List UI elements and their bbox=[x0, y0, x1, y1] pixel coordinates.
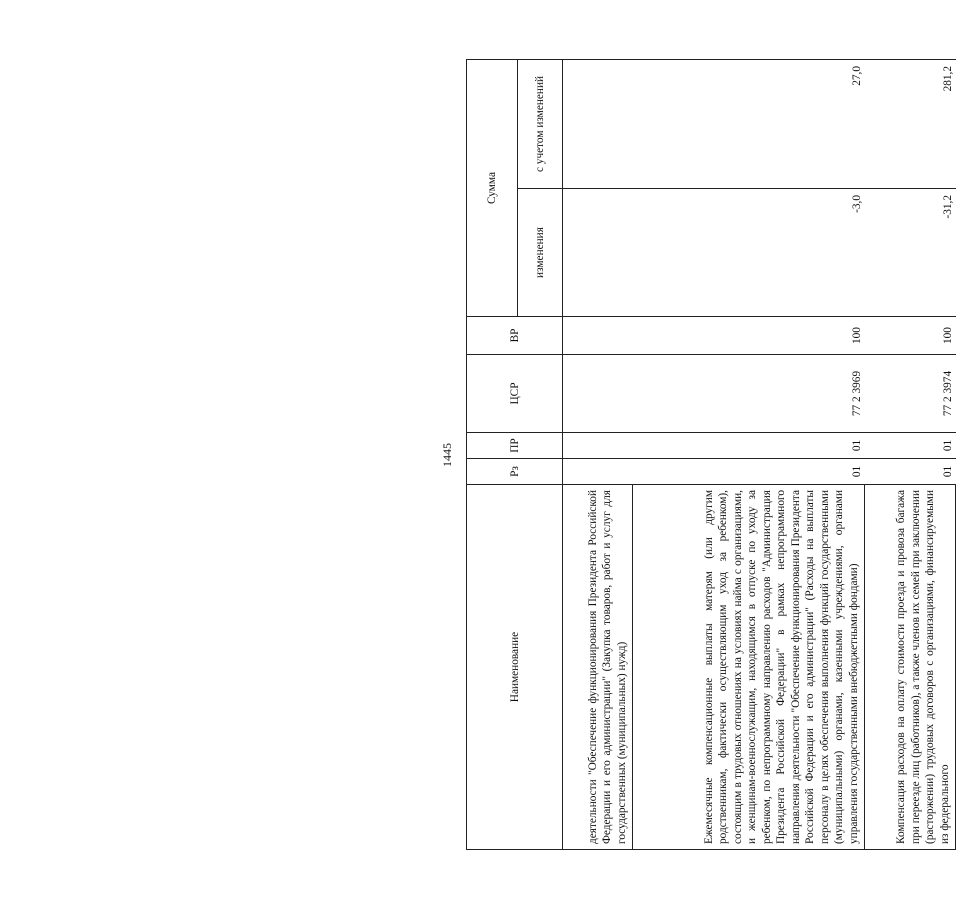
row-pr bbox=[563, 433, 633, 459]
row-vr: 100 bbox=[865, 317, 956, 355]
table-row bbox=[633, 60, 865, 850]
row-name: Компенсация расходов на оплату стоимости проезда и провоза багажа при переезде лиц (работников), а также членов их семей при заключении (расторжении) трудовых договоров с организациями, финансируемыми из федерального bbox=[865, 485, 956, 850]
table-header-row bbox=[467, 60, 518, 850]
header-vr: ВР bbox=[467, 317, 563, 355]
header-name: Наименование bbox=[467, 485, 563, 850]
row-change bbox=[563, 189, 633, 317]
table-row bbox=[865, 60, 956, 850]
header-change: изменения bbox=[518, 189, 563, 317]
row-pr: 01 bbox=[865, 433, 956, 459]
row-with-changes: 27,0 bbox=[633, 60, 865, 189]
row-rz: 01 bbox=[865, 459, 956, 485]
row-rz: 01 bbox=[633, 459, 865, 485]
row-rz bbox=[563, 459, 633, 485]
row-change: -31,2 bbox=[865, 189, 956, 317]
header-rz: Рз bbox=[467, 459, 563, 485]
table-row bbox=[563, 60, 633, 850]
header-with-changes: с учетом изменений bbox=[518, 60, 563, 189]
row-vr bbox=[563, 317, 633, 355]
header-sum: Сумма bbox=[467, 60, 518, 317]
budget-table bbox=[466, 59, 956, 850]
row-pr: 01 bbox=[633, 433, 865, 459]
rotated-page-content bbox=[80, 60, 954, 850]
row-with-changes bbox=[563, 60, 633, 189]
row-csr bbox=[563, 355, 633, 433]
row-vr: 100 bbox=[633, 317, 865, 355]
header-pr: ПР bbox=[467, 433, 563, 459]
page-number: 1445 bbox=[440, 443, 454, 467]
row-name: деятельности "Обеспечение функционирования Президента Российской Федерации и его администрации" (Закупка товаров, работ и услуг для государственных (муниципальных) нужд) bbox=[563, 485, 633, 850]
row-change: -3,0 bbox=[633, 189, 865, 317]
row-csr: 77 2 3974 bbox=[865, 355, 956, 433]
row-csr: 77 2 3969 bbox=[633, 355, 865, 433]
header-csr: ЦСР bbox=[467, 355, 563, 433]
row-with-changes: 281,2 bbox=[865, 60, 956, 189]
row-name: Ежемесячные компенсационные выплаты матерям (или другим родственникам, фактически осуществляющим уход за ребенком), состоящим в трудовых отношениях на условиях найма с организациями, и женщинам-военнослужащим, находящимся в отпуске по уходу за ребенком, по непрограммному направлению расходов "Администрация Президента Российской Федерации" в рамках непрограммного направления деятельности "Обеспечение функционирования Президента Российской Федерации и его администрации" (Расходы на выплаты персоналу в целях обеспечения выполнения функций государственными (муниципальными) органами, казенными учреждениями, органами управления государственными внебюджетными фондами) bbox=[633, 485, 865, 850]
